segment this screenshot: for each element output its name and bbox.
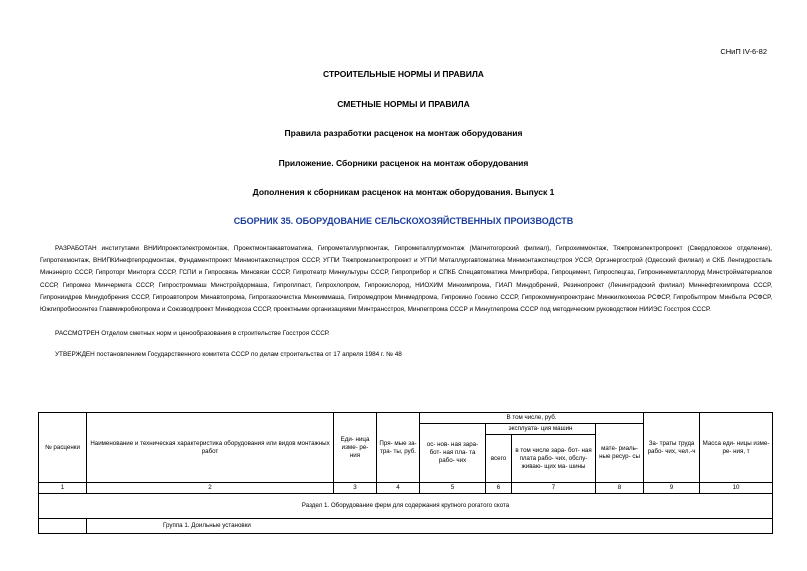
header-labor: За- траты труда рабо- чих, чел.-ч xyxy=(644,413,700,483)
column-number: 10 xyxy=(700,483,773,494)
header-incl-rub: В том числе, руб. xyxy=(420,413,644,424)
header-base-wage: ос- нов- ная зара- бот- ная пла- та рабо- чих xyxy=(420,424,486,483)
column-number: 1 xyxy=(39,483,87,494)
document-code: СНиП IV-6-82 xyxy=(720,47,767,56)
section-title: Раздел 1. Оборудование ферм для содержания крупного рогатого скота xyxy=(39,494,773,519)
column-number: 6 xyxy=(486,483,512,494)
paragraph-approved: УТВЕРЖДЕН постановлением Государственного комитета СССР по делам строительства от 17 апреля 1984 г. № 48 xyxy=(55,351,402,358)
column-number: 5 xyxy=(420,483,486,494)
header-incl-wage: в том числе зара- бот- ная плата рабо- чих, обслу- живаю- щих ма- шины xyxy=(512,435,596,483)
header-unit: Еди- ница изме- ре- ния xyxy=(334,413,377,483)
heading-norms: СТРОИТЕЛЬНЫЕ НОРМЫ И ПРАВИЛА xyxy=(323,69,484,79)
column-number: 4 xyxy=(377,483,420,494)
heading-appendix: Приложение. Сборники расценок на монтаж оборудования xyxy=(278,158,529,168)
section-row xyxy=(39,494,773,519)
column-number: 2 xyxy=(87,483,334,494)
group-title: Группа 1. Доильные установки xyxy=(87,519,773,534)
column-number: 3 xyxy=(334,483,377,494)
rates-table xyxy=(38,412,773,534)
header-name: Наименование и техническая характеристика оборудования или видов монтажных работ xyxy=(87,413,334,483)
header-direct-costs: Пря- мые за- тра- ты, руб. xyxy=(377,413,420,483)
heading-rules: Правила разработки расценок на монтаж оборудования xyxy=(284,128,523,138)
heading-estimate-norms: СМЕТНЫЕ НОРМЫ И ПРАВИЛА xyxy=(337,99,470,109)
header-total: всего xyxy=(486,435,512,483)
header-materials: мате- риаль- ные ресур- сы xyxy=(596,424,644,483)
group-row xyxy=(39,519,773,534)
column-number: 9 xyxy=(644,483,700,494)
header-price-no: № расценки xyxy=(39,413,87,483)
header-mass: Масса еди- ницы изме- ре- ния, т xyxy=(700,413,773,483)
column-number-row xyxy=(39,483,773,494)
column-number: 7 xyxy=(512,483,596,494)
heading-supplements: Дополнения к сборникам расценок на монтаж оборудования. Выпуск 1 xyxy=(252,187,555,197)
header-machine-op: эксплуата- ция машин xyxy=(486,424,596,435)
heading-collection: СБОРНИК 35. ОБОРУДОВАНИЕ СЕЛЬСКОХОЗЯЙСТВЕННЫХ ПРОИЗВОДСТВ xyxy=(233,216,574,226)
paragraph-reviewed: РАССМОТРЕН Отделом сметных норм и ценообразования в строительстве Госстроя СССР. xyxy=(55,330,330,337)
paragraph-developed: РАЗРАБОТАН институтами ВНИИпроектэлектромонтаж, Проектмонтажавтоматика, Гипрометаллургмонтаж, Гипрометаллургмонтаж (Магнитогорский филиал), Гипрохиммонтаж, Тяжпромэлектропроект (Свердловское отделение), Гипротехмонтаж, ВНИПКИнефтепродмонтаж, Фундаментпроект Минмонтажспецстроя СССР, УГПИ Тяжпромэлектропроект и УГПИ Металлургавтоматика Минмонтажспецстроя УССР, Оргэнергострой (Одесский филиал) и СКБ Ленгидросталь Минэнерго СССР, Гипроторг Минторга СССР, ГСПИ и Гипросвязь Минсвязи СССР, Гипротеатр Минкультуры СССР, Гипроприбор и СПКБ Спецавтоматика Минприбора, Гипроцемент, Гипроспецгаз, Гипронинеметаллоруд Минстройматериалов СССР, Гипромез Минчермета СССР, Гипростроммаш Минстройдормаша, Гипроплпаст, Гипрохлопром, Гипрокислород, НИОХИМ Минхимпрома, ГИАП Миндобрений, Резинопроект (Ленинградский филиал) Миннефтехимпрома СССР, Гипрониидрев Минудобрения СССР, Гипроавтопром Минавтопрома, Гипрогазоочистка Минхиммаша, Гипромедпром Минмедпрома, Гипрокино Госкино СССР, Гипрокоммунпроектранс Минжилкомхоза РСФСР, Гипробытпром Минбыта РСФСР, Южгипробиосинтез Главмикробиопрома и Союзводпроект Минводхоза СССР, проектными организациями Минтрансстроя, Минпегпрома СССР и Минуглепрома СССР под методическим руководством НИИЭС Госстроя СССР. xyxy=(40,245,772,314)
column-number: 8 xyxy=(596,483,644,494)
